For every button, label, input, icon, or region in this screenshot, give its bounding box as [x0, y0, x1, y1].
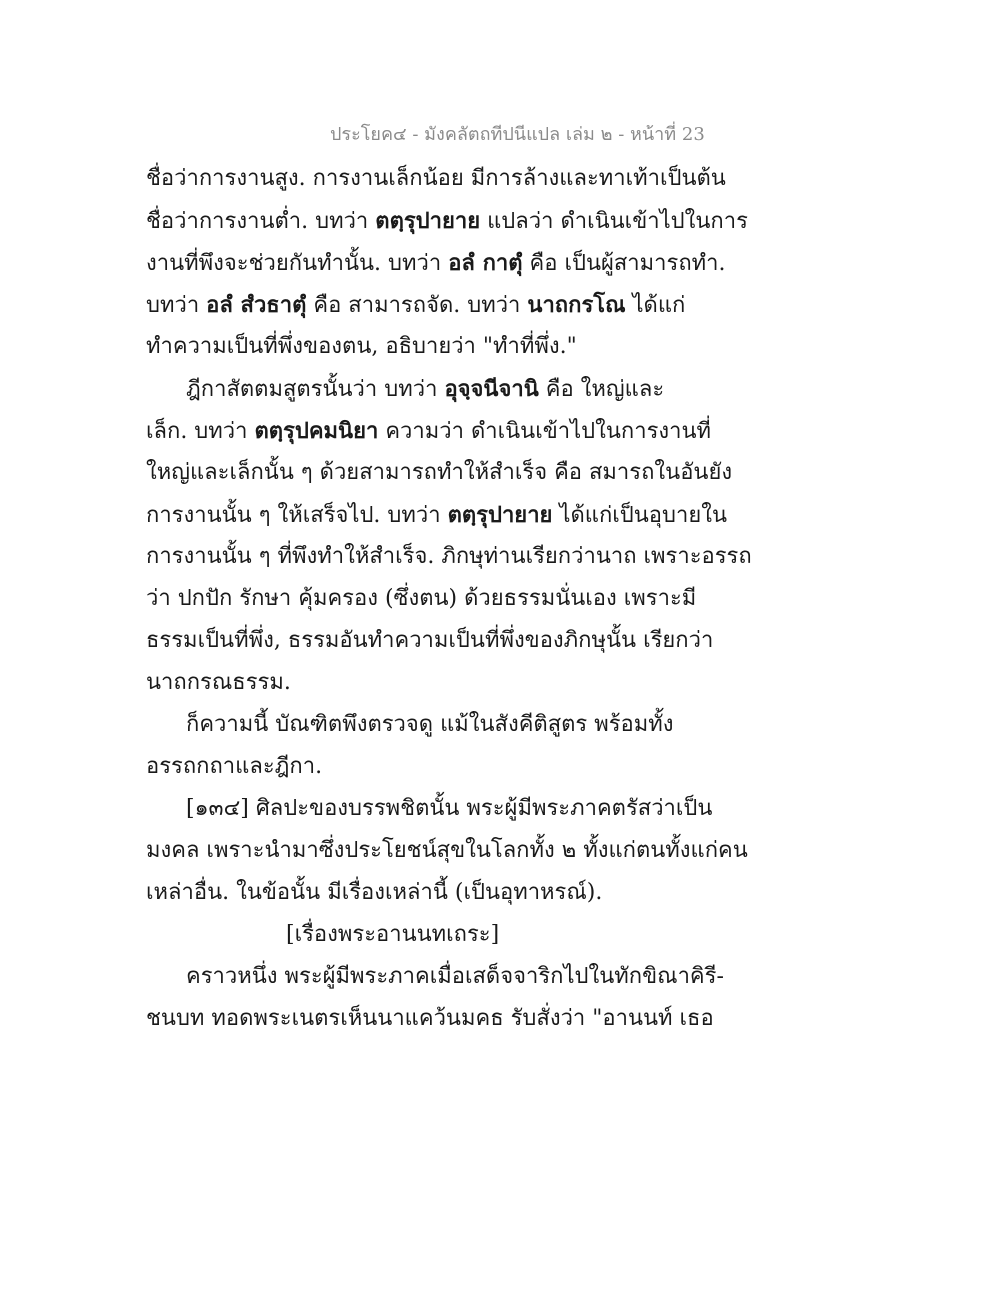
text-line — [146, 704, 706, 746]
text-line — [146, 410, 712, 452]
text-segment: นาถกรณธรรม. — [146, 670, 291, 695]
bold-term: อลํ สํวธาตุํ — [206, 292, 307, 318]
text-segment: ว่า ปกปัก รักษา คุ้มครอง (ซึ่งตน) ด้วยธรรมนั่นเอง เพราะมี — [146, 586, 697, 611]
page-header: ประโยค๔ - มังคลัตถทีปนีแปล เล่ม ๒ - หน้าที่ 23 — [330, 124, 705, 145]
text-segment: ธรรมเป็นที่พึ่ง, ธรรมอันทำความเป็นที่พึ่งของภิกษุนั้น เรียกว่า — [146, 628, 714, 653]
text-segment: มงคล เพราะนำมาซึ่งประโยชน์สุขในโลกทั้ง ๒ ทั้งแก่ตนทั้งแก่คน — [146, 838, 748, 863]
document-body — [146, 158, 752, 1040]
bold-term: ตตฺรุปายาย — [375, 208, 481, 234]
text-line — [146, 998, 714, 1040]
text-segment: ความว่า ดำเนินเข้าไปในการงานที่ — [378, 419, 712, 444]
text-line — [146, 662, 706, 704]
bold-term: อลํ กาตุํ — [448, 250, 523, 276]
text-segment: [๑๓๔] ศิลปะของบรรพชิตนั้น พระผู้มีพระภาคตรัสว่าเป็น — [186, 796, 713, 821]
text-segment: ชื่อว่าการงานต่ำ. บทว่า — [146, 209, 376, 234]
text-line — [146, 284, 706, 326]
text-line — [146, 830, 748, 872]
bold-term: ตตฺรุปคมนิยา — [254, 418, 379, 444]
text-segment: ใหญ่และเล็กนั้น ๆ ด้วยสามารถทำให้สำเร็จ คือ สมารถในอันยัง — [146, 460, 733, 485]
text-segment: เล็ก. บทว่า — [146, 419, 255, 444]
text-segment: ชื่อว่าการงานสูง. การงานเล็กน้อย มีการล้างและทาเท้าเป็นต้น — [146, 166, 726, 191]
text-segment: แปลว่า ดำเนินเข้าไปในการ — [480, 209, 748, 234]
text-segment: [เรื่องพระอานนทเถระ] — [286, 922, 500, 947]
text-segment: ได้แก่เป็นอุบายใน — [552, 503, 728, 528]
text-line — [146, 746, 706, 788]
text-segment: งานที่พึงจะช่วยกันทำนั้น. บทว่า — [146, 251, 449, 276]
text-line — [146, 326, 706, 368]
text-segment: เหล่าอื่น. ในข้อนั้น มีเรื่องเหล่านี้ (เป็นอุทาหรณ์). — [146, 880, 603, 905]
text-line — [146, 872, 706, 914]
text-line — [146, 368, 706, 410]
text-line — [146, 200, 748, 242]
text-segment: คือ สามารถจัด. บทว่า — [306, 293, 528, 318]
text-segment: คือ ใหญ่และ — [538, 377, 665, 402]
text-line — [146, 158, 726, 200]
text-line — [146, 452, 733, 494]
text-line — [146, 620, 714, 662]
text-segment: ก็ความนี้ บัณฑิตพึงตรวจดู แม้ในสังคีติสูตร พร้อมทั้ง — [186, 712, 674, 737]
text-line — [146, 536, 752, 578]
bold-term: ตตฺรุปายาย — [447, 502, 553, 528]
text-line — [146, 788, 713, 830]
text-line — [146, 494, 728, 536]
text-segment: คือ เป็นผู้สามารถทำ. — [522, 251, 726, 276]
bold-term: นาถกรโณ — [527, 292, 626, 318]
text-segment: อรรถกถาและฎีกา. — [146, 754, 323, 779]
text-line — [146, 242, 726, 284]
text-segment: ฎีกาสัตตมสูตรนั้นว่า บทว่า — [186, 377, 445, 402]
section-heading — [146, 914, 706, 956]
text-segment: ทำความเป็นที่พึ่งของตน, อธิบายว่า "ทำที่พึ่ง." — [146, 334, 577, 359]
text-segment: ได้แก่ — [625, 293, 686, 318]
text-segment: คราวหนึ่ง พระผู้มีพระภาคเมื่อเสด็จจาริกไปในทักขิณาคิรี- — [186, 964, 724, 989]
text-segment: การงานนั้น ๆ ที่พึงทำให้สำเร็จ. ภิกษุท่านเรียกว่านาถ เพราะอรรถ — [146, 544, 752, 569]
text-segment: ชนบท ทอดพระเนตรเห็นนาแคว้นมคธ รับสั่งว่า "อานนท์ เธอ — [146, 1006, 714, 1031]
bold-term: อุจฺจนีจานิ — [444, 376, 539, 402]
text-segment: บทว่า — [146, 293, 207, 318]
text-line — [146, 578, 706, 620]
text-line — [146, 956, 724, 998]
text-segment: การงานนั้น ๆ ให้เสร็จไป. บทว่า — [146, 503, 448, 528]
